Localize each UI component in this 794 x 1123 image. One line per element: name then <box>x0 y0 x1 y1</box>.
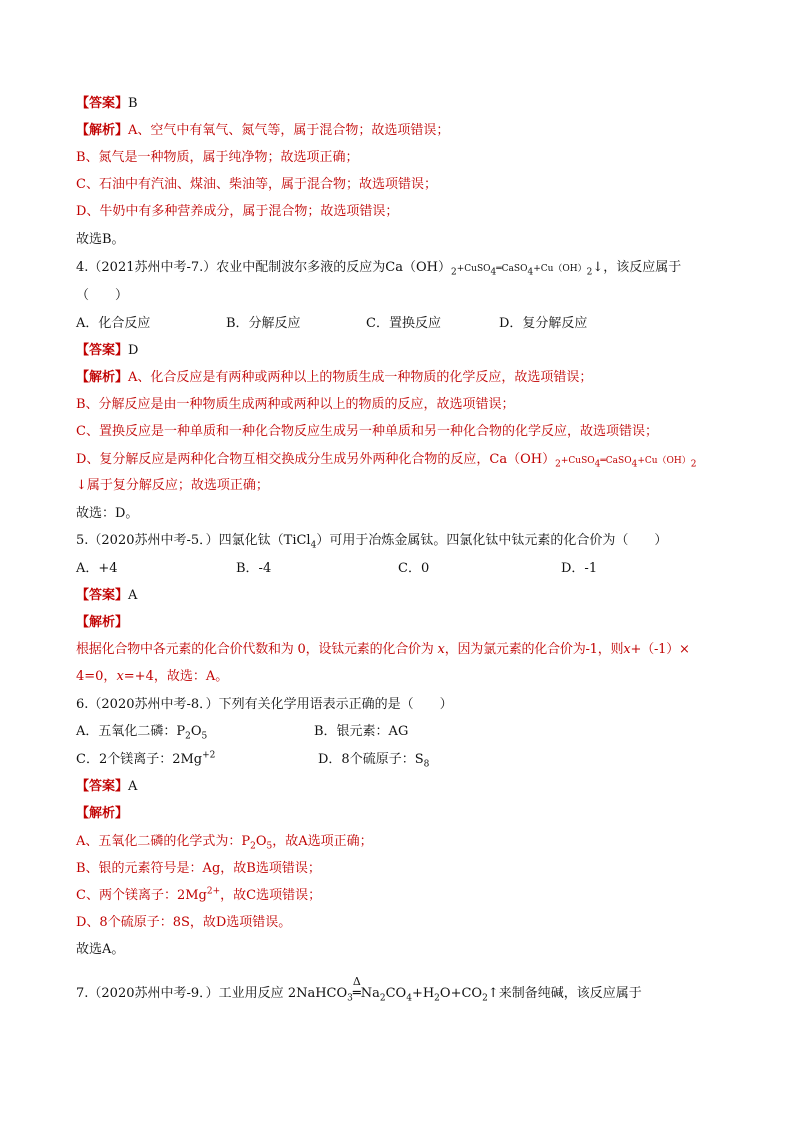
q5-option-c: C．0 <box>398 561 430 576</box>
q6-option-a: A．五氧化二磷：$P_2O_5$ <box>76 724 208 742</box>
q6-analysis-d: D、8个硫原子：8S，故D选项错误。 <box>76 915 292 930</box>
q6-option-c: C．2个镁离子：$2Mg^{+2}$ <box>76 750 216 767</box>
q6-options-row1 <box>76 723 408 741</box>
q3-answer: 【答案】B <box>76 96 138 111</box>
q5-option-d: D．-1 <box>561 561 598 576</box>
q4-options <box>76 315 587 333</box>
q4-analysis-a: 【解析】A、化合反应是有两种或两种以上的物质生成一种物质的化学反应，故选项错误； <box>76 370 593 385</box>
q3-analysis-b: B、氮气是一种物质，属于纯净物；故选项正确； <box>76 150 359 165</box>
q6-analysis-c: C、两个镁离子：$2Mg^{2+}$，故C选项错误； <box>76 886 322 903</box>
q7-equation: 2NaHCO$_3$ Δ $═Na_2CO_4+H_2O+CO_2↑$ <box>287 975 499 1004</box>
q6-answer: 【答案】A <box>76 779 138 794</box>
q5-answer: 【答案】A <box>76 588 138 603</box>
q5-option-b: B．-4 <box>236 561 272 576</box>
q3-conclusion: 故选B。 <box>76 232 125 247</box>
q5-option-a: A．+4 <box>76 561 118 576</box>
q4-option-c: C．置换反应 <box>366 316 441 331</box>
q6-analysis-tag: 【解析】 <box>76 806 129 821</box>
q5-analysis-line2: 4=0，x=+4，故选：A。 <box>76 669 229 684</box>
q6-analysis-b: B、银的元素符号是：Ag，故B选项错误； <box>76 861 321 876</box>
q4-conclusion: 故选：D。 <box>76 506 139 521</box>
q4-option-b: B．分解反应 <box>226 316 301 331</box>
q5-stem: 5.（2020苏州中考-5．）四氯化钛（TiCl$_4$）可用于冶炼金属钛。四氯化钛中钛元素的化合价为（ ） <box>76 533 668 551</box>
q4-answer: 【答案】D <box>76 343 139 358</box>
q5-analysis-line1: 根据化合物中各元素的化合价代数和为 0，设钛元素的化合价为 x，因为氯元素的化合价为-1，则x+（-1）× <box>76 642 690 657</box>
q6-analysis-a: A、五氧化二磷的化学式为：$P_2O_5$，故A选项正确； <box>76 834 373 852</box>
q4-stem: 4.（2021苏州中考-7.）农业中配制波尔多液的反应为$Ca(OH)_2+CuSO_4═CaSO_4+Cu(OH)_2↓$，该反应属于 <box>76 260 682 278</box>
q3-analysis-d: D、牛奶中有多种营养成分，属于混合物；故选项错误； <box>76 204 399 219</box>
q4-analysis-b: B、分解反应是由一种物质生成两种或两种以上的物质的反应，故选项错误； <box>76 397 515 412</box>
q4-option-a: A．化合反应 <box>76 316 151 331</box>
q4-paren: （ ） <box>76 288 129 303</box>
q6-option-b: B．银元素：AG <box>314 724 409 739</box>
q7-stem: 7.（2020苏州中考-9．）工业用反应 2NaHCO$_3$ Δ $═Na_2CO_4+H_2O+CO_2↑$来制备纯碱，该反应属于 <box>76 975 642 1004</box>
q4-analysis-c: C、置换反应是一种单质和一种化合物反应生成另一种单质和另一种化合物的化学反应，故选项错误； <box>76 424 658 439</box>
q5-analysis-tag: 【解析】 <box>76 615 129 630</box>
q6-conclusion: 故选A。 <box>76 942 125 957</box>
q6-options-row2 <box>76 751 429 769</box>
q6-option-d: D．8个硫原子：$S_8$ <box>318 752 430 770</box>
q6-stem: 6.（2020苏州中考-8．）下列有关化学用语表示正确的是（ ） <box>76 697 453 712</box>
q5-options <box>76 560 597 578</box>
q3-analysis-c: C、石油中有汽油、煤油、柴油等，属于混合物；故选项错误； <box>76 177 437 192</box>
q4-analysis-d-cont: ↓属于复分解反应；故选项正确； <box>76 478 269 493</box>
q3-analysis-a: 【解析】A、空气中有氧气、氮气等，属于混合物；故选项错误； <box>76 123 450 138</box>
q7-delta-symbol: Δ <box>352 975 361 988</box>
q4-analysis-d: D、复分解反应是两种化合物互相交换成分生成另外两种化合物的反应，$Ca(OH)_2+CuSO_4═CaSO_4+Cu(OH)_2$ <box>76 452 697 470</box>
q7-heat-arrow: Δ ═ <box>352 975 361 1001</box>
q4-option-d: D．复分解反应 <box>499 316 588 331</box>
